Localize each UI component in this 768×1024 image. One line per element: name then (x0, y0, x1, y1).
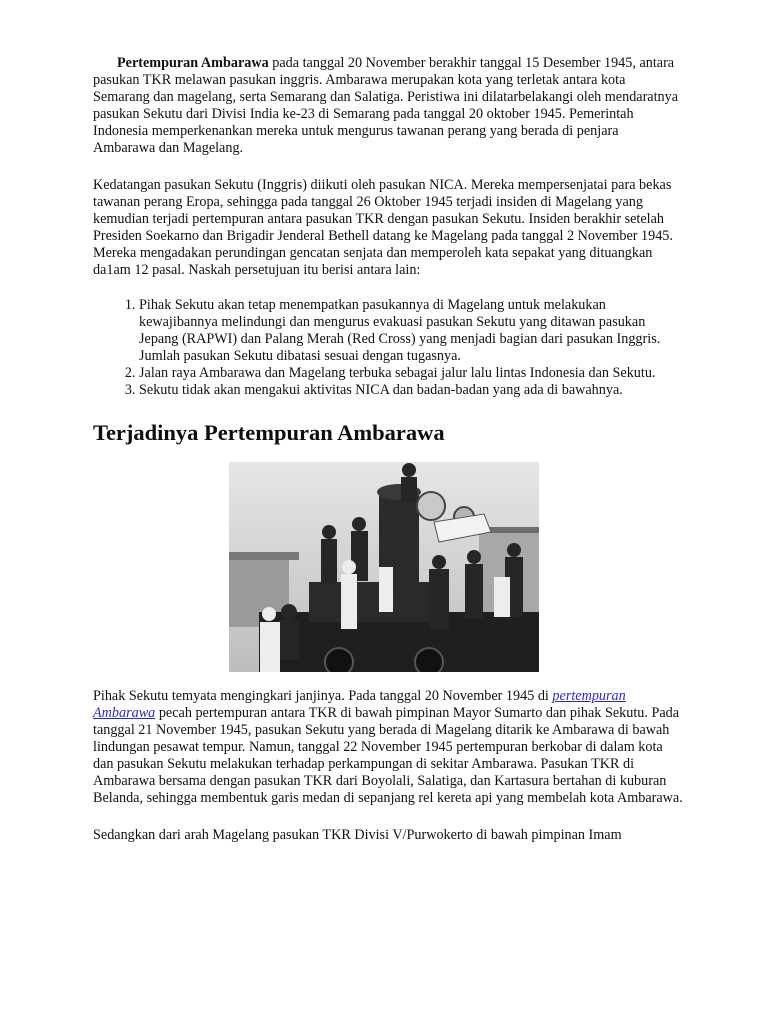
agreement-list (93, 297, 683, 399)
intro-text: pada tanggal 20 November berakhir tanggal 15 Desember 1945, antara pasukan TKR melawan pasukan inggris. Ambarawa merupakan kota yang terletak antara kota Semarang dan magelang, serta Semarang dan Salatiga. Peristiwa ini dilatarbelakangi oleh mendaratnya pasukan Sekutu dari Divisi India ke-23 di Semarang pada tanggal 20 oktober 1945. Pemerintah Indonesia memperkenankan mereka untuk mengurus tawanan perang yang berada di penjara Ambarawa dan Magelang. (93, 55, 679, 156)
historical-photo (229, 462, 539, 672)
list-item: 1. Pihak Sekutu akan tetap menempatkan pasukannya di Magelang untuk melakukan kewajibannya melindungi dan mengurus evakuasi pasukan Sekutu yang ditawan pasukan Jepang (RAPWI) dan Palang Merah (Red Cross) yang menjadi bagian dari pasukan Inggris. Jumlah pasukan Sekutu dibatasi sesuai dengan tugasnya. (139, 297, 683, 365)
document-page (93, 55, 683, 844)
list-item: 3. Sekutu tidak akan mengakui aktivitas NICA dan badan-badan yang ada di bawahnya. (139, 382, 683, 399)
battle-text-end: pecah pertempuran antara TKR di bawah pimpinan Mayor Sumarto dan pihak Sekutu. Pada tanggal 21 November 1945, pasukan Sekutu yang berada di Magelang ditarik ke Ambarawa di bawah lindungan pesawat tempur. Namun, tanggal 22 November 1945 pertempuran berkobar di dalam kota dan pasukan Sekutu melakukan terhadap perkampungan di sekitar Ambarawa. Pasukan TKR di Ambarawa bersama dengan pasukan TKR dari Boyolali, Salatiga, dan Kartasura bertahan di kuburan Belanda, sehingga membentuk garis medan di sepanjang rel kereta api yang membelah kota Ambarawa. (93, 705, 683, 806)
ambarawa-battle-link[interactable]: pertempuran Ambarawa (93, 688, 626, 721)
battle-text-start: Pihak Sekutu temyata mengingkari janjinya. Pada tanggal 20 November 1945 di (93, 688, 553, 704)
intro-bold-lead: Pertempuran Ambarawa (117, 55, 269, 71)
photo-image (229, 462, 539, 672)
section-heading: Terjadinya Pertempuran Ambarawa (93, 420, 445, 445)
battle-paragraph (93, 688, 683, 807)
magelang-paragraph: Sedangkan dari arah Magelang pasukan TKR Divisi V/Purwokerto di bawah pimpinan Imam (93, 827, 622, 843)
background-paragraph: Kedatangan pasukan Sekutu (Inggris) diikuti oleh pasukan NICA. Mereka mempersenjatai para bekas tawanan perang Eropa, sehingga pada tanggal 26 Oktober 1945 terjadi insiden di Magelang yang kemudian terjadi pertempuran antara pasukan TKR dengan pasukan Sekutu. Insiden berakhir setelah Presiden Soekarno dan Brigadir Jenderal Bethell datang ke Magelang pada tanggal 2 November 1945. Mereka mengadakan perundingan gencatan senjata dan memperoleh kata sepakat yang dituangkan da1am 12 pasal. Naskah persetujuan itu berisi antara lain: (93, 177, 673, 278)
list-item: 2. Jalan raya Ambarawa dan Magelang terbuka sebagai jalur lalu lintas Indonesia dan Sekutu. (139, 365, 683, 382)
intro-paragraph (93, 55, 683, 157)
